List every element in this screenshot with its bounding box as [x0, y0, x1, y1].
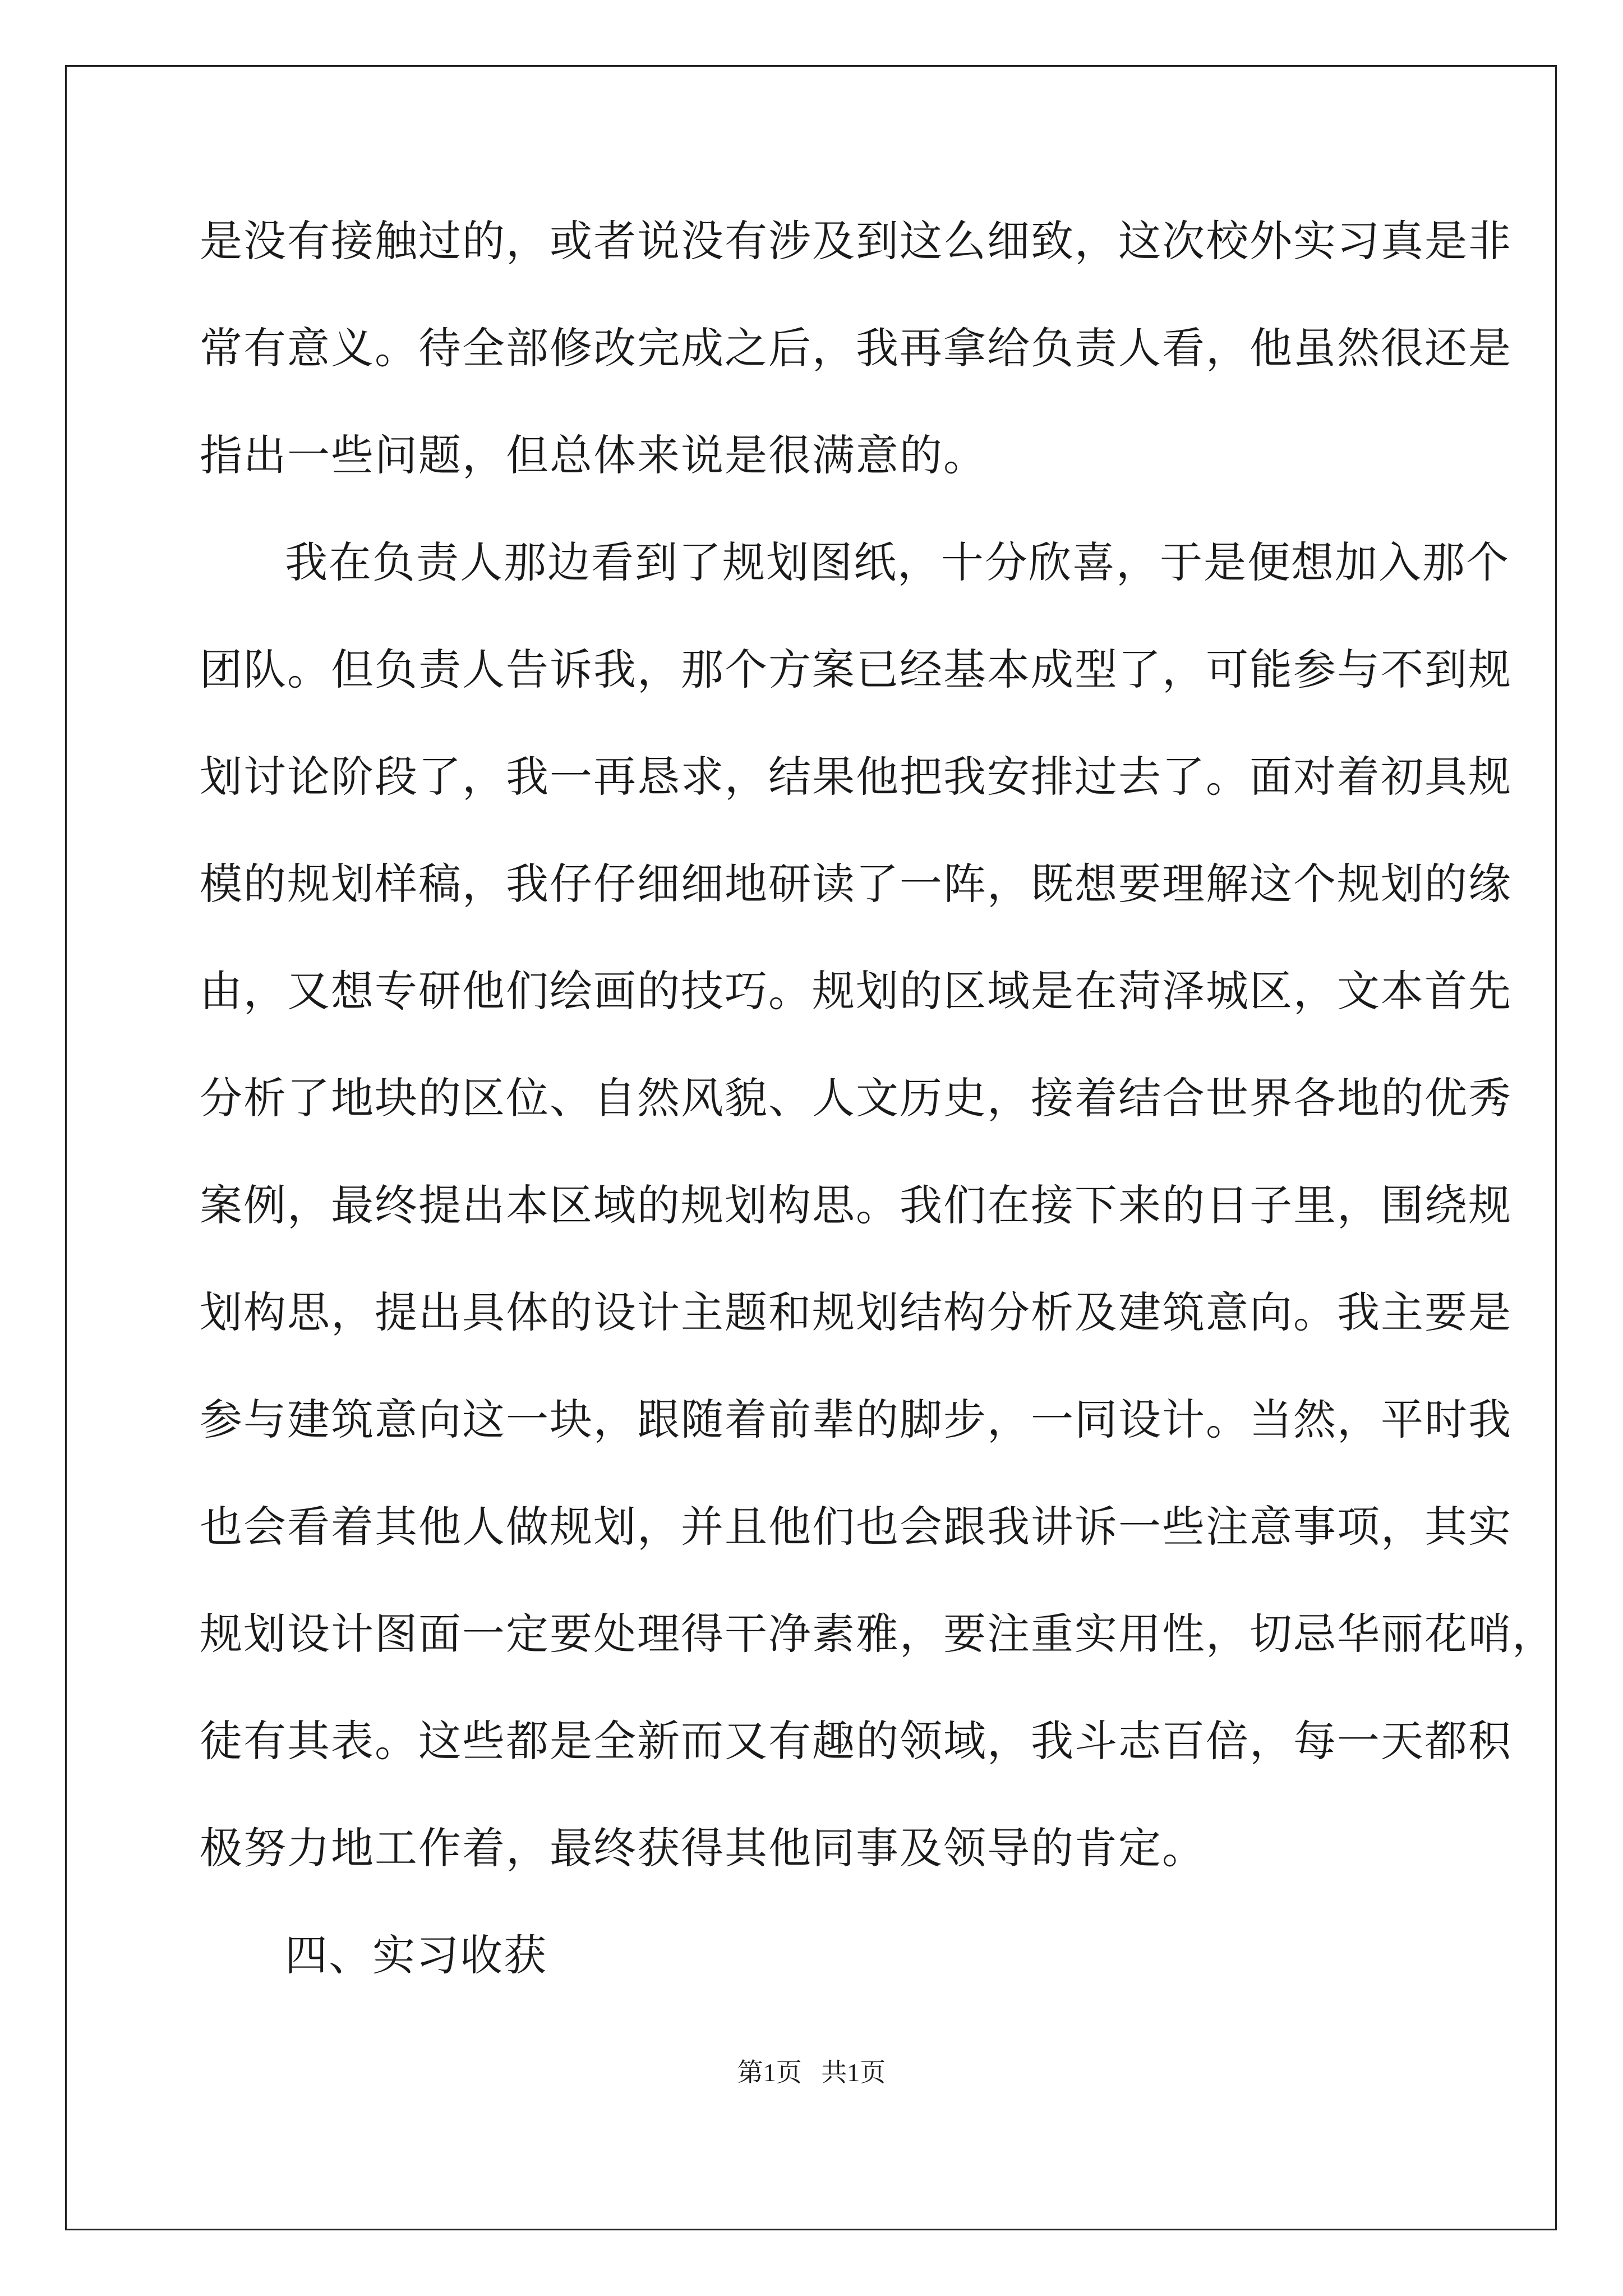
text-line: 指出一些问题，但总体来说是很满意的。	[200, 430, 987, 480]
text-line: 分析了地块的区位、自然风貌、人文历史，接着结合世界各地的优秀	[200, 1073, 1512, 1123]
text-line: 案例，最终提出本区域的规划构思。我们在接下来的日子里，围绕规	[200, 1180, 1512, 1230]
text-line: 常有意义。待全部修改完成之后，我再拿给负责人看，他虽然很还是	[200, 323, 1512, 373]
text-line: 极努力地工作着，最终获得其他同事及领导的肯定。	[200, 1823, 1206, 1873]
text-line: 也会看着其他人做规划，并且他们也会跟我讲诉一些注意事项，其实	[200, 1502, 1512, 1552]
paragraph-first-line: 我在负责人那边看到了规划图纸，十分欣喜，于是便想加入那个	[285, 537, 1510, 587]
page-number: 第1页	[737, 2058, 802, 2087]
text-line: 划讨论阶段了，我一再恳求，结果他把我安排过去了。面对着初具规	[200, 752, 1512, 802]
text-line: 由，又想专研他们绘画的技巧。规划的区域是在菏泽城区，文本首先	[200, 966, 1512, 1016]
section-heading: 四、实习收获	[285, 1930, 547, 1980]
text-line: 团队。但负责人告诉我，那个方案已经基本成型了，可能参与不到规	[200, 645, 1512, 694]
text-line: 徒有其表。这些都是全新而又有趣的领域，我斗志百倍，每一天都积	[200, 1716, 1512, 1766]
text-line: 模的规划样稿，我仔仔细细地研读了一阵，既想要理解这个规划的缘	[200, 859, 1512, 909]
text-line: 划构思，提出具体的设计主题和规划结构分析及建筑意向。我主要是	[200, 1287, 1512, 1337]
text-line: 参与建筑意向这一块，跟随着前辈的脚步，一同设计。当然，平时我	[200, 1395, 1512, 1444]
page-footer	[0, 2056, 1623, 2090]
text-line: 规划设计图面一定要处理得干净素雅，要注重实用性，切忌华丽花哨，	[200, 1609, 1556, 1659]
document-body	[200, 208, 1556, 2029]
text-line: 是没有接触过的，或者说没有涉及到这么细致，这次校外实习真是非	[200, 216, 1512, 266]
page-total: 共1页	[821, 2058, 886, 2087]
